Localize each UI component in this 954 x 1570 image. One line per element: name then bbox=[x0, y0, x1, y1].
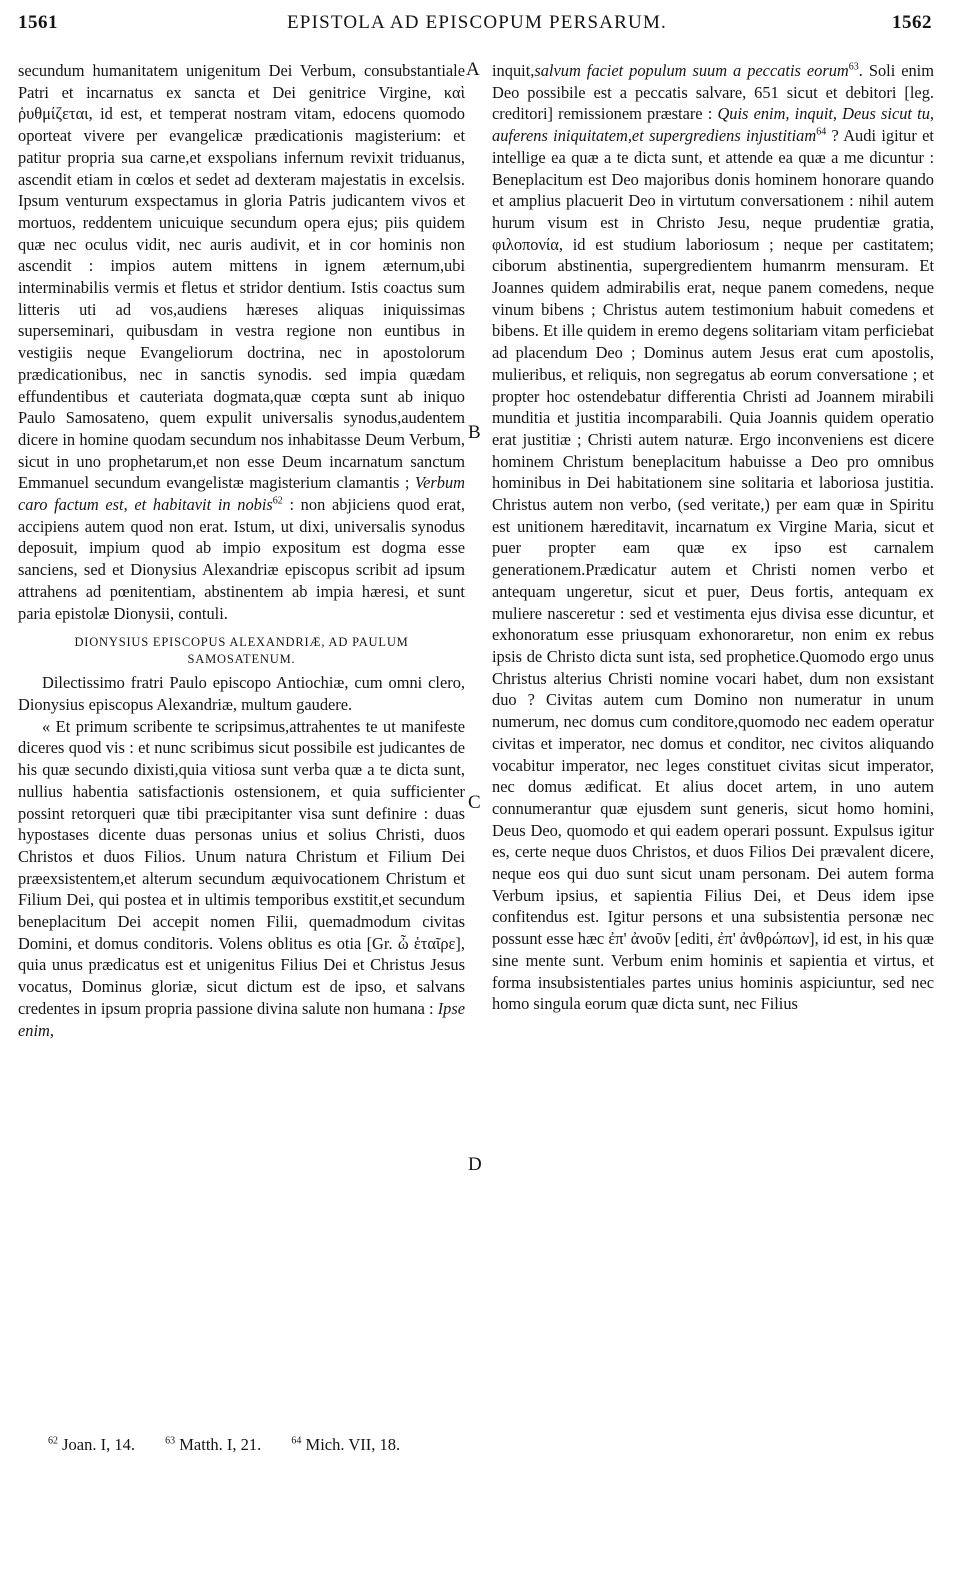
right-quote-2: Quis enim, inquit, Deus sicut tu, auferens iniquitatem,et supergrediens injustitiam bbox=[492, 104, 934, 146]
right-paragraph-1-text: . Soli enim Deo possibile est a peccatis salvare, 651 sicut et debitori [leg. creditori] remissionem præstare : bbox=[492, 61, 934, 124]
footnotes bbox=[48, 1435, 426, 1455]
running-header bbox=[0, 12, 954, 42]
margin-letter-b: B bbox=[468, 422, 481, 443]
right-paragraph-1-end: ? Audi igitur et intellige ea quæ a te dicta sunt, et attende ea quæ a me dicuntur : Beneplacitum est Deo majoribus donis hominem honorare quando et amplius placuerit Deo in virtutum conversationem : nihil autem hurum visum est in Christo Jesu, neque prudentiæ gratia, φιλοπονία, id est studium laboriosum ; neque per castitatem; ciborum abstinentia, supergredientem humanrm mensuram. Et Joannes quidem admirabilis erat, neque panem comedens, neque vinum bibens ; Christus autem testimonium habuit comedens et bibens. Et ille quidem in eremo degens solitariam vitam perficiebat ad placendum Deo ; Dominus autem Jesus erat cum apostolis, mulieribus, et reliquis, non segregatus ab eorum conversatione ; et propter hoc ostendebatur differentia Christi ad Joannem mirabili munditia et justitia incomparabili. Quia Joannis quidem operatio erat justitiæ ; Christi autem naturæ. Ergo inconveniens est dicere hominem Christum beneplacitum habuisse a Deo pro omnibus hominibus in Dei habitationem sine solitaria et laboriosa justitia. Christus autem non verbo, (sed veritate,) per eam quæ in Spiritu est unitionem hæreditavit, incarnatum ex Virgine Maria, sicut et puer propter eam quæ ex ipso est carnalem generationem.Prædicatur autem et Christi nomen verbo et antequam ungeretur, sicut et puer, Deus fortis, antequam ex muliere nasceretur : sed et vestimenta ejus divisa esse dicuntur, et exhonoratum esse priusquam exhonoraretur, non enim ex rebus ipsis de Christo dicta sunt ista, sed prophetice.Quomodo ergo unus Christus alterius Christi nomine vocari habet, dum non exsistant duo ? Civitas autem cum Domino non numeratur in unum numerum, nec domus cum conditore,quomodo nec eadem operatur civitas et imperator, nec domus et conditor, nec civitos aliquando vocabitur imperator, nec leges constituet civitas sicut imperator, nec domus ædificat. Et alius docet artem, in uno autem connumerantur quæ ejusdem sunt generis, sicut homo homini, Deus Deo, quomodo et qui eadem operari possunt. Expulsus igitur es, certe neque duos Christos, et duos Filios Dei prævalent dicere, neque eos qui duo sunt sicut unam personam. Dei autem forma Verbum ipsius, et sapientia Filius Dei, et Deus idem ipse confitendus est. Igitur persons et una subsistentia personæ nec possunt esse hæc ἐπ' ἀνοῦν [editi, ἐπ' ἀνθρώπων], id est, in his quæ sine mente sunt. Verbum enim hominis et sapientia et virtus, et forma insubsistentiales partes unius hominis aspiciuntur, sed nec homo singula eorum quæ dicta sunt, nec Filius bbox=[492, 126, 934, 1014]
right-page-number: 1562 bbox=[892, 12, 932, 33]
footnote-62: $^{62}$ Joan. I, 14. bbox=[48, 1435, 135, 1454]
left-paragraph-3 bbox=[18, 716, 465, 1042]
section-heading: DIONYSIUS EPISCOPUS ALEXANDRIÆ, AD PAULUM SAMOSATENUM. bbox=[74, 635, 409, 667]
left-paragraph-1-end: : non abjiciens quod erat, accipiens autem quod non erat. Istum, ut dixi, universalis synodus deposuit, impium quod ab impio expositum est dogma esse sanciens, sed et Dionysius Alexandriæ episcopus scribit ad ipsum attrahens ad pœnitentiam, abstinentem ab impia hæresi, et sunt paria epistolæ Dionysii, contuli. bbox=[18, 495, 465, 623]
left-column bbox=[18, 60, 465, 1041]
right-paragraph-1 bbox=[492, 60, 934, 1015]
margin-letter-c: C bbox=[468, 792, 481, 813]
left-paragraph-3-quote: Ipse enim, bbox=[18, 998, 466, 1040]
margin-letter-d: D bbox=[468, 1154, 482, 1175]
left-paragraph-2: Dilectissimo fratri Paulo episcopo Antiochiæ, cum omni clero, Dionysius episcopus Alexandriæ, multum gaudere. bbox=[18, 673, 465, 714]
left-paragraph-3-text: « Et primum scribente te scripsimus,attrahentes te ut manifeste diceres quod vis : et nunc scribimus sicut possibile est judicantes de his quæ secundo dixisti,quia vitiosa sunt verba quæ a te dicta sunt, nullius habentia satisfactionis ostensionem, et quia sufficienter possint retorqueri quæ tibi præcipitanter visa sunt definire : duas hypostases dicente duas personas unius et solius Christi, duos Christos et duos Filios. Unum natura Christum et Filium Dei præexsistentem,et alterum secundum æquivocationem Christum et Filium Dei, qui postea et in ultimis temporibus exstitit,et secundum beneplacitum Dei accepit nomen Filii, quemadmodum civitas Domini, et domus conditoris. Volens oblitus es otia [Gr. ὦ ἑταῖρε], quia unus prædicatus est et unigenitus Filius Dei et Christus Jesus vocatus, Dominus gloriæ, sicut dictum est de ipso, et salvans credentes in ipsum propria passione divina salute non humana : bbox=[18, 716, 465, 1018]
left-paragraph-1 bbox=[18, 60, 465, 624]
footnote-64: $^{64}$ Mich. VII, 18. bbox=[291, 1435, 401, 1454]
right-column bbox=[492, 60, 934, 1015]
footnote-63: $^{63}$ Matth. I, 21. bbox=[165, 1435, 262, 1454]
margin-letter-a: A bbox=[466, 59, 480, 80]
right-paragraph-1-start: inquit, bbox=[492, 61, 535, 80]
left-paragraph-1-text: secundum humanitatem unigenitum Dei Verbum, consubstantiale Patri et incarnatus ex sancta et Dei genitrice Virgine, καὶ ῥυθμίζεται, id est, et temperat nostram vitam, edocens quomodo oporteat vivere per evangelicæ prædicationis magisterium: et patitur propria sua carne,et exspolians infernum revixit triduanus, ascendit etiam in cœlos et sedet ad dexteram majestatis in excelsis. Ipsum venturum exspectamus in gloria Patris judicantem vivos et mortuos, reddentem unicuique secundum opera ejus; piis quidem quæ nec oculus vidit, nec auris audivit, et in cor hominis non ascendit : impios autem mittens in ignem æternum,ubi interminabilis vermis et fletus et stridor dentium. Istis coactus sum litteris uti ad vos,audiens hæreses aliquas iniquissimas superseminari, quibusdam in vestra regione non euntibus in vestigiis neque Evangeliorum doctrina, nec in apostolorum prædicationibus, nec in sanctis synodis. sed impia quædam effundentibus et cauteriata dogmata,quæ cœpta sunt ab iniquo Paulo Samosateno, quem expulit universalis synodus,audentem dicere in homine quodam secundum nos inhabitasse Deum Verbum, sicut in uno prophetarum,et non esse Deum incarnatum sanctum Emmanuel secundum evangelistæ magisterium clamantis ; bbox=[18, 61, 465, 493]
footnote-ref-64: 64 bbox=[816, 126, 827, 138]
left-page-number: 1561 bbox=[18, 12, 58, 33]
footnote-ref-63: 63 bbox=[848, 61, 859, 73]
footnote-ref-62: 62 bbox=[272, 495, 283, 507]
right-quote-1: salvum faciet populum suum a peccatis eorum bbox=[534, 61, 849, 80]
left-paragraph-1-quote: Verbum caro factum est, et habitavit in nobis bbox=[18, 473, 465, 515]
running-title: EPISTOLA AD EPISCOPUM PERSARUM. bbox=[287, 12, 667, 33]
